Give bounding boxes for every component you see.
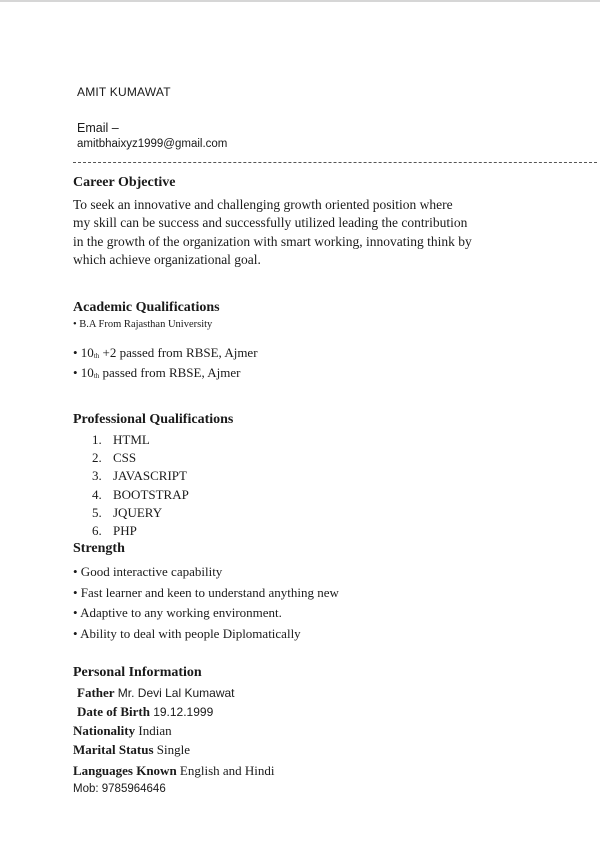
list-item: 1. HTML: [92, 432, 150, 447]
career-line: To seek an innovative and challenging growth oriented position where: [73, 197, 453, 212]
career-line: my skill can be success and successfully utilized leading the contribution: [73, 215, 468, 231]
academic-heading: Academic Qualifications: [73, 300, 220, 315]
list-item: • Adaptive to any working environment.: [73, 605, 282, 620]
strength-list: [73, 562, 339, 644]
candidate-name: AMIT KUMAWAT: [77, 85, 171, 99]
career-objective-text: [73, 196, 553, 269]
personal-heading: Personal Information: [73, 665, 202, 680]
nationality-row: Nationality Indian: [73, 723, 172, 738]
academic-item-ba: • B.A From Rajasthan University: [73, 319, 213, 330]
list-item: • Fast learner and keen to understand anything new: [73, 584, 339, 600]
list-item: 6. PHP: [92, 523, 137, 539]
career-line: which achieve organizational goal.: [73, 251, 261, 267]
dashed-divider: [73, 162, 597, 163]
email-value: amitbhaixyz1999@gmail.com: [77, 138, 228, 150]
list-item: • Good interactive capability: [73, 564, 223, 579]
top-border: [0, 0, 600, 2]
father-row: Father Mr. Devi Lal Kumawat: [77, 685, 235, 700]
professional-heading: Professional Qualifications: [73, 412, 234, 427]
list-item: 2. CSS: [92, 450, 137, 466]
list-item: 5. JQUERY: [92, 504, 163, 520]
academic-item-10th: • $10_{th}$ passed from RBSE, Ajmer: [73, 365, 241, 380]
professional-list: [92, 431, 189, 540]
marital-row: Marital Status Single: [73, 742, 191, 757]
career-line: in the growth of the organization with smart working, innovating think by: [73, 233, 472, 249]
strength-heading: Strength: [73, 541, 125, 556]
list-item: 3. JAVASCRIPT: [92, 468, 187, 484]
career-objective-heading: Career Objective: [73, 175, 176, 190]
academic-item-12th: • $10_{th} +2$ passed from RBSE, Ajmer: [73, 345, 258, 360]
list-item: 4. BOOTSTRAP: [92, 486, 189, 502]
list-item: • Ability to deal with people Diplomatically: [73, 625, 301, 641]
email-label: Email –: [77, 121, 119, 135]
mobile-number: Mob: 9785964646: [73, 783, 166, 795]
dob-row: Date of Birth 19.12.1999: [77, 704, 214, 719]
languages-row: Languages Known English and Hindi: [73, 763, 275, 778]
